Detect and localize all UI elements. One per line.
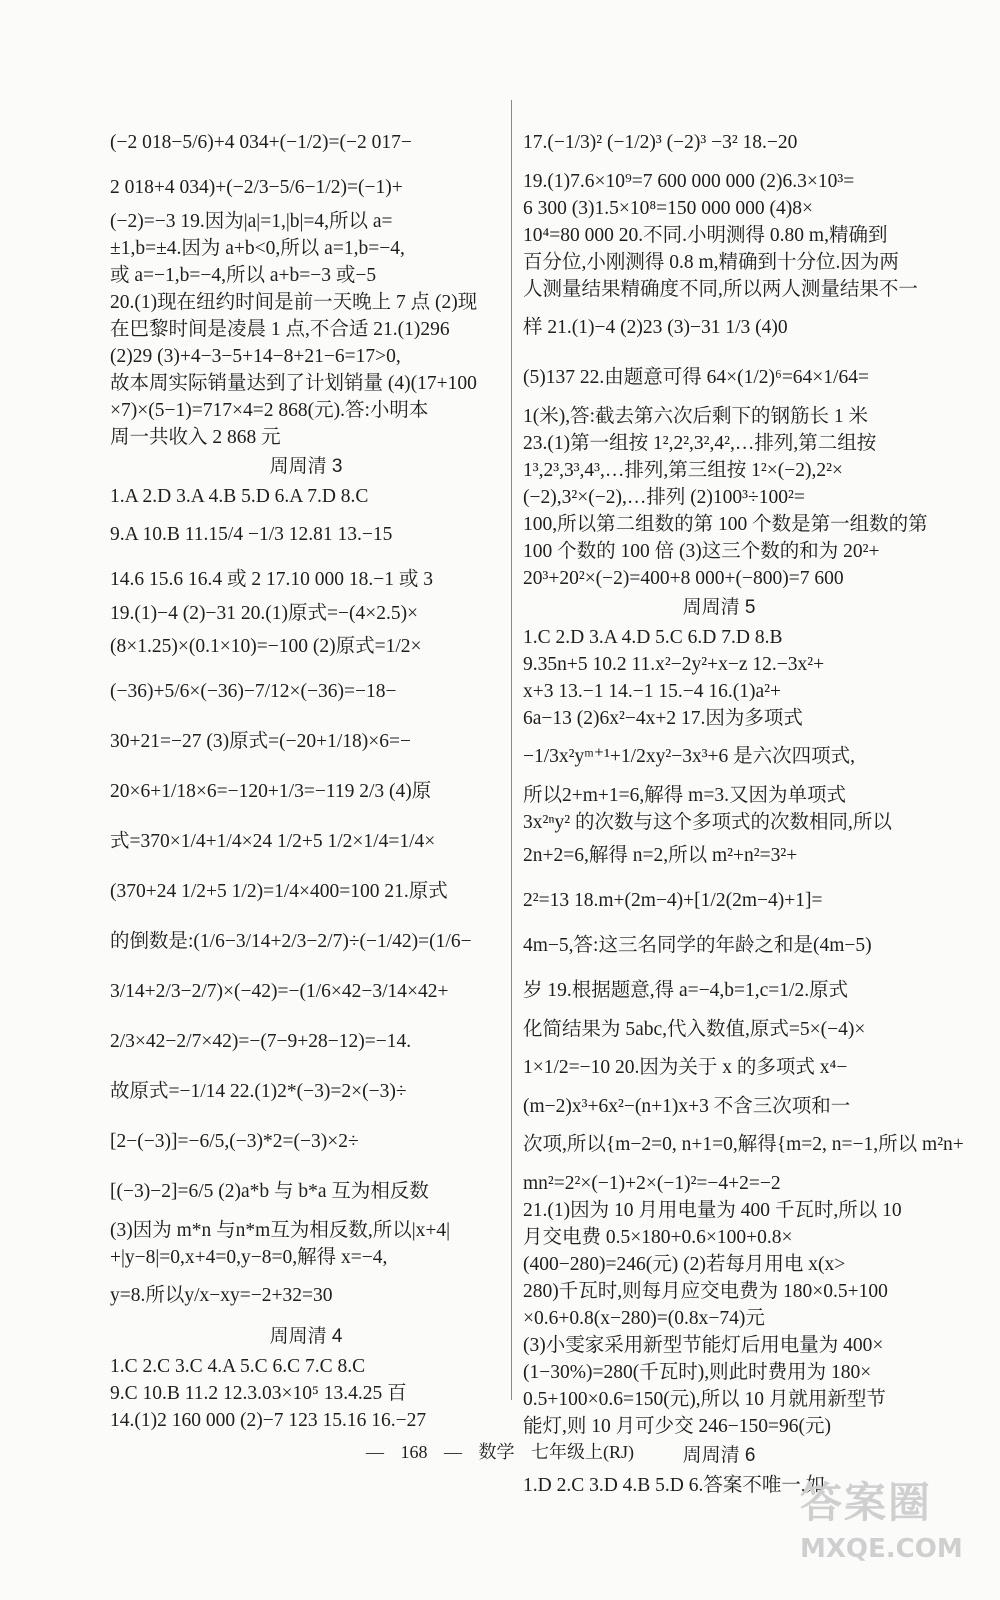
answer-line: x+3 13.−1 14.−1 15.−4 16.(1)a²+ bbox=[523, 681, 781, 702]
answer-line: 1×1/2=−10 20.因为关于 x 的多项式 x⁴− bbox=[523, 1057, 848, 1078]
answer-line: 岁 19.根据题意,得 a=−4,b=1,c=1/2.原式 bbox=[523, 980, 849, 1001]
answer-line: (5)137 22.由题意可得 64×(1/2)⁶=64×1/64= bbox=[523, 367, 869, 388]
answer-line: 6a−13 (2)6x²−4x+2 17.因为多项式 bbox=[523, 708, 803, 729]
answer-line: 30+21=−27 (3)原式=(−20+1/18)×6=− bbox=[110, 731, 411, 752]
answer-line: ±1,b=±4.因为 a+b<0,所以 a=1,b=−4, bbox=[110, 238, 405, 259]
answer-line: (−2 018−5/6)+4 034+(−1/2)=(−2 017− bbox=[110, 132, 412, 153]
answer-line: (3)小雯家采用新型节能灯后用电量为 400× bbox=[523, 1335, 884, 1356]
answer-line: 19.(1)7.6×10⁹=7 600 000 000 (2)6.3×10³= bbox=[523, 171, 855, 192]
answer-line: 100 个数的 100 倍 (3)这三个数的和为 20²+ bbox=[523, 541, 880, 562]
answer-line: ×0.6+0.8(x−280)=(0.8x−74)元 bbox=[523, 1308, 765, 1329]
subject-label: 数学 bbox=[478, 1442, 515, 1462]
answer-line: 在巴黎时间是凌晨 1 点,不合适 21.(1)296 bbox=[110, 319, 450, 340]
answer-line: 14.6 15.6 16.4 或 2 17.10 000 18.−1 或 3 bbox=[110, 569, 433, 590]
answer-line: 2 018+4 034)+(−2/3−5/6−1/2)=(−1)+ bbox=[110, 177, 403, 198]
page-footer bbox=[0, 1438, 1000, 1464]
answer-line: 9.A 10.B 11.15/4 −1/3 12.81 13.−15 bbox=[110, 524, 393, 545]
answer-line: 故本周实际销量达到了计划销量 (4)(17+100 bbox=[110, 373, 477, 394]
answer-line: 或 a=−1,b=−4,所以 a+b=−3 或−5 bbox=[110, 265, 377, 286]
answer-line: 20.(1)现在纽约时间是前一天晚上 7 点 (2)现 bbox=[110, 292, 478, 313]
right-column bbox=[523, 118, 964, 1499]
answer-line: 19.(1)−4 (2)−31 20.(1)原式=−(4×2.5)× bbox=[110, 603, 419, 624]
answer-line: (−36)+5/6×(−36)−7/12×(−36)=−18− bbox=[110, 681, 397, 702]
answer-line: (8×1.25)×(0.1×10)=−100 (2)原式=1/2× bbox=[110, 636, 422, 657]
answer-line: 21.(1)因为 10 月用电量为 400 千瓦时,所以 10 bbox=[523, 1200, 902, 1221]
answer-line: −1/3x²yᵐ⁺¹+1/2xy²−3x³+6 是六次四项式, bbox=[523, 746, 856, 767]
answer-line: (2)29 (3)+4−3−5+14−8+21−6=17>0, bbox=[110, 346, 401, 367]
answer-line: 1.C 2.C 3.C 4.A 5.C 6.C 7.C 8.C bbox=[110, 1356, 366, 1377]
answer-line: 2n+2=6,解得 n=2,所以 m²+n²=3²+ bbox=[523, 845, 798, 866]
answer-line: 周一共收入 2 868 元 bbox=[110, 427, 281, 448]
answer-line: 2/3×42−2/7×42)=−(7−9+28−12)=−14. bbox=[110, 1031, 412, 1052]
answer-line: 1.D 2.C 3.D 4.B 5.D 6.答案不唯一,如 bbox=[523, 1475, 826, 1496]
watermark-url: MXQE.COM bbox=[800, 1534, 963, 1564]
answer-line: 2²=13 18.m+(2m−4)+[1/2(2m−4)+1]= bbox=[523, 890, 823, 911]
grade-label: 七年级上(RJ) bbox=[531, 1442, 634, 1462]
watermark-logo bbox=[800, 1470, 970, 1590]
answer-line: (3)因为 m*n 与n*m互为相反数,所以|x+4| bbox=[110, 1220, 451, 1241]
answer-line: 6 300 (3)1.5×10⁸=150 000 000 (4)8× bbox=[523, 198, 814, 219]
answer-line: (−2)=−3 19.因为|a|=1,|b|=4,所以 a= bbox=[110, 211, 393, 232]
answer-line: 故原式=−1/14 22.(1)2*(−3)=2×(−3)÷ bbox=[110, 1081, 407, 1102]
answer-line: 式=370×1/4+1/4×24 1/2+5 1/2×1/4=1/4× bbox=[110, 831, 436, 852]
answer-line: 1.A 2.D 3.A 4.B 5.D 6.A 7.D 8.C bbox=[110, 486, 369, 507]
answer-line: 的倒数是:(1/6−3/14+2/3−2/7)÷(−1/42)=(1/6− bbox=[110, 931, 472, 952]
answer-line: [2−(−3)]=−6/5,(−3)*2=(−3)×2÷ bbox=[110, 1131, 359, 1152]
answer-line: 月交电费 0.5×180+0.6×100+0.8× bbox=[523, 1227, 793, 1248]
page-number: 168 bbox=[400, 1442, 428, 1462]
left-column bbox=[110, 118, 502, 1434]
answer-line: 次项,所以{m−2=0, n+1=0,解得{m=2, n=−1,所以 m²n+ bbox=[523, 1134, 964, 1155]
answer-line: (−2),3²×(−2),…排列 (2)100³÷100²= bbox=[523, 487, 805, 508]
section-heading: 周周清 3 bbox=[269, 456, 343, 477]
answer-line: 0.5+100×0.6=150(元),所以 10 月就用新型节 bbox=[523, 1389, 886, 1410]
answer-line: 9.35n+5 10.2 11.x²−2y²+x−z 12.−3x²+ bbox=[523, 654, 825, 675]
answer-line: (m−2)x³+6x²−(n+1)x+3 不含三次项和一 bbox=[523, 1096, 851, 1117]
answer-line: 23.(1)第一组按 1²,2²,3²,4²,…排列,第二组按 bbox=[523, 433, 877, 454]
watermark-text: 答案圈 bbox=[800, 1478, 933, 1527]
section-heading: 周周清 6 bbox=[682, 1445, 756, 1466]
answer-line: 3x²ⁿy² 的次数与这个多项式的次数相同,所以 bbox=[523, 812, 892, 833]
answer-line: (1−30%)=280(千瓦时),则此时费用为 180× bbox=[523, 1362, 872, 1383]
answer-line: 人测量结果精确度不同,所以两人测量结果不一 bbox=[523, 279, 918, 300]
answer-line: mn²=2²×(−1)+2×(−1)²=−4+2=−2 bbox=[523, 1173, 781, 1194]
section-heading: 周周清 4 bbox=[269, 1326, 343, 1347]
answer-line: ×7)×(5−1)=717×4=2 868(元).答:小明本 bbox=[110, 400, 429, 421]
answer-line: y=8.所以y/x−xy=−2+32=30 bbox=[110, 1285, 333, 1306]
answer-line: 化简结果为 5abc,代入数值,原式=5×(−4)× bbox=[523, 1019, 866, 1040]
answer-line: 能灯,则 10 月可少交 246−150=96(元) bbox=[523, 1416, 831, 1437]
footer-dash-right: — bbox=[444, 1442, 462, 1462]
answer-line: 20×6+1/18×6=−120+1/3=−119 2/3 (4)原 bbox=[110, 781, 432, 802]
answer-line: 280)千瓦时,则每月应交电费为 180×0.5+100 bbox=[523, 1281, 888, 1302]
answer-line: 14.(1)2 160 000 (2)−7 123 15.16 16.−27 bbox=[110, 1410, 427, 1431]
answer-line: 百分位,小刚测得 0.8 m,精确到十分位.因为两 bbox=[523, 252, 899, 273]
answer-line: 17.(−1/3)² (−1/2)³ (−2)³ −3² 18.−20 bbox=[523, 132, 798, 153]
answer-line: [(−3)−2]=6/5 (2)a*b 与 b*a 互为相反数 bbox=[110, 1181, 429, 1202]
answer-line: 9.C 10.B 11.2 12.3.03×10⁵ 13.4.25 百 bbox=[110, 1383, 407, 1404]
answer-line: 10⁴=80 000 20.不同.小明测得 0.80 m,精确到 bbox=[523, 225, 888, 246]
answer-line: 3/14+2/3−2/7)×(−42)=−(1/6×42−3/14×42+ bbox=[110, 981, 449, 1002]
answer-line: (400−280)=246(元) (2)若每月用电 x(x> bbox=[523, 1254, 846, 1275]
answer-line: 4m−5,答:这三名同学的年龄之和是(4m−5) bbox=[523, 935, 872, 956]
answer-line: 样 21.(1)−4 (2)23 (3)−31 1/3 (4)0 bbox=[523, 317, 788, 338]
answer-line: (370+24 1/2+5 1/2)=1/4×400=100 21.原式 bbox=[110, 881, 448, 902]
answer-line: 1(米),答:截去第六次后剩下的钢筋长 1 米 bbox=[523, 406, 869, 427]
answer-line: 所以2+m+1=6,解得 m=3.又因为单项式 bbox=[523, 785, 846, 806]
answer-line: 100,所以第二组数的第 100 个数是第一组数的第 bbox=[523, 514, 928, 535]
answer-line: 1³,2³,3³,4³,…排列,第三组按 1²×(−2),2²× bbox=[523, 460, 843, 481]
footer-dash-left: — bbox=[366, 1442, 384, 1462]
column-divider bbox=[511, 100, 512, 1400]
answer-line: +|y−8|=0,x+4=0,y−8=0,解得 x=−4, bbox=[110, 1247, 388, 1268]
answer-line: 1.C 2.D 3.A 4.D 5.C 6.D 7.D 8.B bbox=[523, 627, 783, 648]
answer-line: 20³+20²×(−2)=400+8 000+(−800)=7 600 bbox=[523, 568, 844, 589]
section-heading: 周周清 5 bbox=[682, 597, 756, 618]
